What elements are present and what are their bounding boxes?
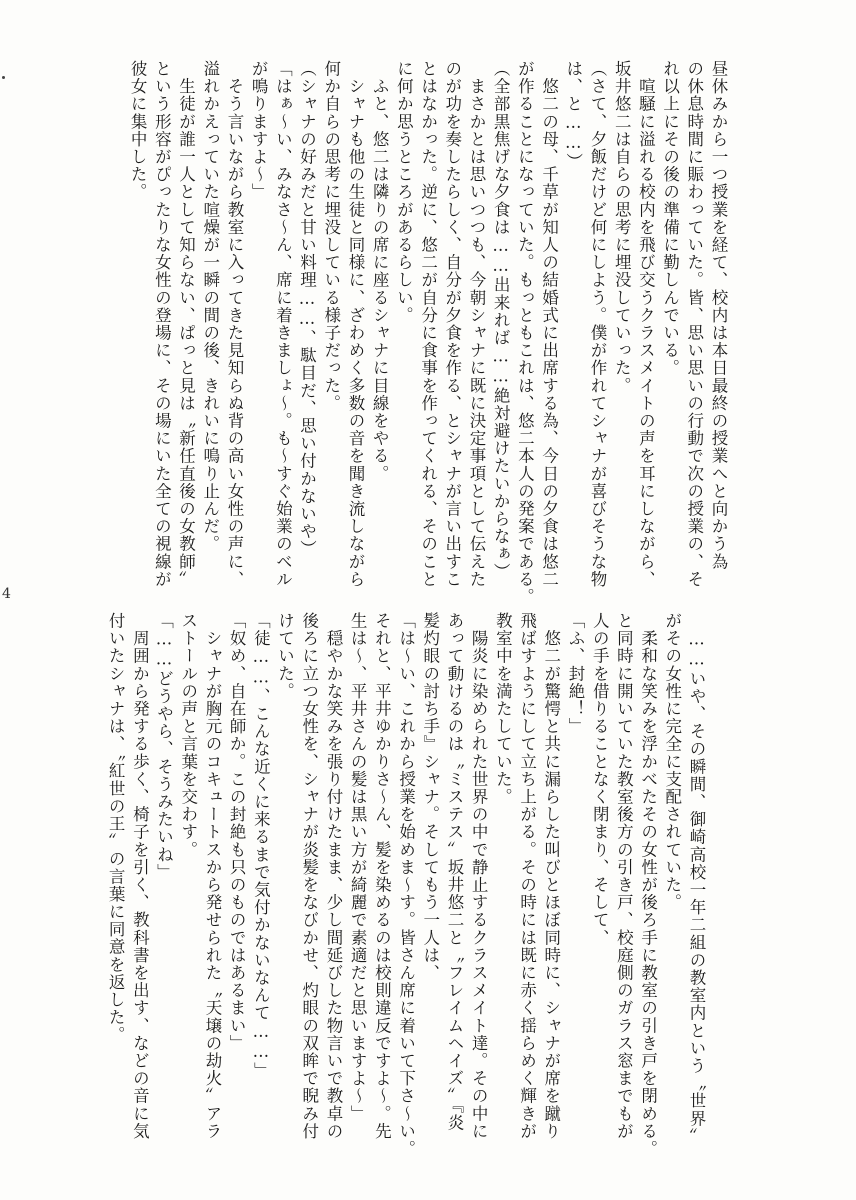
text-line: という形容がぴったりな女性の登場に、その場にいた全ての視線が (152, 60, 172, 588)
text-line: 「ふ、封絶！」 (565, 612, 585, 736)
text-line: 髪灼眼の討ち手』シャナ。そしてもう一人は、 (420, 612, 440, 982)
text-block-top (128, 60, 730, 606)
text-line: 生徒が誰一人として知らない、ぱっと見は〝新任直後の女教師〟 (176, 60, 196, 588)
text-line: がその女性に完全に支配されていた。 (662, 612, 682, 912)
text-line: 悠二が驚愕と共に漏らした叫びとほぼ同時に、シャナが席を蹴り (541, 612, 561, 1140)
text-line: 人の手を借りることなく閉まり、そして、 (590, 612, 610, 947)
text-line: が鳴りますよ～」 (249, 60, 269, 201)
text-line: 「奴め、自在師か。この封絶も只のものではあるまい」 (227, 612, 247, 1052)
text-line: と同時に開いていた教室後方の引き戸、校庭側のガラス窓までもが (614, 612, 634, 1140)
text-line: 飛ばすようにして立ち上がる。その時には既に赤く揺らめく輝きが (517, 612, 537, 1140)
text-line: 穏やかな笑みを張り付けたまま、少し間延びした物言いで教卓の (323, 612, 343, 1140)
text-line: 陽炎に染められた世界の中で静止するクラスメイト達。その中に (469, 612, 489, 1140)
text-line: 「は～い、これから授業を始めま～す。皆さん席に着いて下さ～い。 (396, 612, 416, 1158)
text-line: 「はぁ～い、みなさ～ん、席に着きましょ～。も～すぐ始業のベル (273, 60, 293, 588)
text-line: 後ろに立つ女性を、シャナが炎髪をなびかせ、灼眼の双眸で睨み付 (299, 612, 319, 1140)
text-line: 溢れかえっていた喧燥が一瞬の間の後、きれいに鳴り止んだ。 (200, 60, 220, 553)
text-line: シャナが胸元のコキュートスから発せられた〝天壌の劫火〟アラ (202, 612, 222, 1140)
margin-dot (2, 76, 5, 79)
text-block-bottom (106, 612, 708, 1158)
text-line: 柔和な笑みを浮かべたその女性が後ろ手に教室の引き戸を閉める。 (638, 612, 658, 1158)
text-line: は、と……） (563, 60, 583, 171)
text-line: 坂井悠二は自らの思考に埋没していった。 (612, 60, 632, 395)
text-line: あって動けるのは〝ミステス〟坂井悠二と〝フレイムヘイズ〟『炎 (444, 612, 464, 1132)
text-line: （さて、夕飯だけど何にしよう。僕が作れてシャナが喜びそうな物 (587, 60, 607, 588)
text-line: が作ることになっていた。もっともこれは、悠二本人の発案である。 (515, 60, 535, 606)
text-line: 「徒……、こんな近くに来るまで気付かないなんて……」 (251, 612, 271, 1080)
text-line: とはなかった。逆に、悠二が自分に食事を作ってくれる、そのこと (418, 60, 438, 588)
text-line: のが功を奏したらしく、自分が夕食を作る、とシャナが言い出すこ (442, 60, 462, 588)
text-line: けていた。 (275, 612, 295, 700)
text-line: シャナも他の生徒と同様に、ざわめく多数の音を聞き流しながら (345, 60, 365, 588)
text-line: （シャナの好みだと甘い料理……、駄目だ、思い付かないや） (297, 60, 317, 558)
text-line: 生は～、平井さんの髪は黒い方が綺麗で素適だと思いますよ～」 (348, 612, 368, 1123)
page-number: 4 (2, 586, 11, 602)
text-line: 彼女に集中した。 (128, 60, 148, 201)
text-line: 悠二の母、千草が知人の結婚式に出席する為、今日の夕食は悠二 (539, 60, 559, 588)
text-line: 昼休みから一つ授業を経て、校内は本日最終の授業へと向かう為 (709, 60, 728, 571)
text-line: ふと、悠二は隣りの席に座るシャナに目線をやる。 (370, 60, 390, 483)
text-line: 「……どうやら、そうみたいね」 (154, 612, 174, 881)
text-line: 喧騒に溢れる校内を飛び交うクラスメイトの声を耳にしながら、 (636, 60, 656, 588)
text-line: まさかとは思いつつも、今朝シャナに既に決定事項として伝えた (466, 60, 486, 588)
text-line: 付いたシャナは、〝紅世の王〟の言葉に同意を返した。 (106, 612, 126, 1044)
text-line: 教室中を満たしていた。 (493, 612, 513, 806)
text-line: 周囲から発する歩く、椅子を引く、教科書を出す、などの音に気 (130, 612, 150, 1140)
text-line: の休息時間に賑わっていた。皆、思い思いの行動で次の授業の、そ (684, 60, 704, 588)
text-line: それと、平井ゆかりさ～ん、髪を染めるのは校則違反ですよ～。先 (372, 612, 392, 1140)
text-line: ストールの声と言葉を交わす。 (178, 612, 198, 859)
text-line: 何か自らの思考に埋没している様子だった。 (321, 60, 341, 412)
text-line: そう言いながら教室に入ってきた見知らぬ背の高い女性の声に、 (224, 60, 244, 588)
text-line: （全部黒焦げな夕食は……出来れば……絶対避けたいからなぁ） (491, 60, 511, 581)
text-line: に何か思うところがあるらしい。 (394, 60, 414, 324)
text-line: ……いや、その瞬間、御崎高校一年二組の教室内という〝世界〟 (687, 612, 706, 1145)
text-line: れ以上にその後の準備に勤しんでいる。 (660, 60, 680, 377)
